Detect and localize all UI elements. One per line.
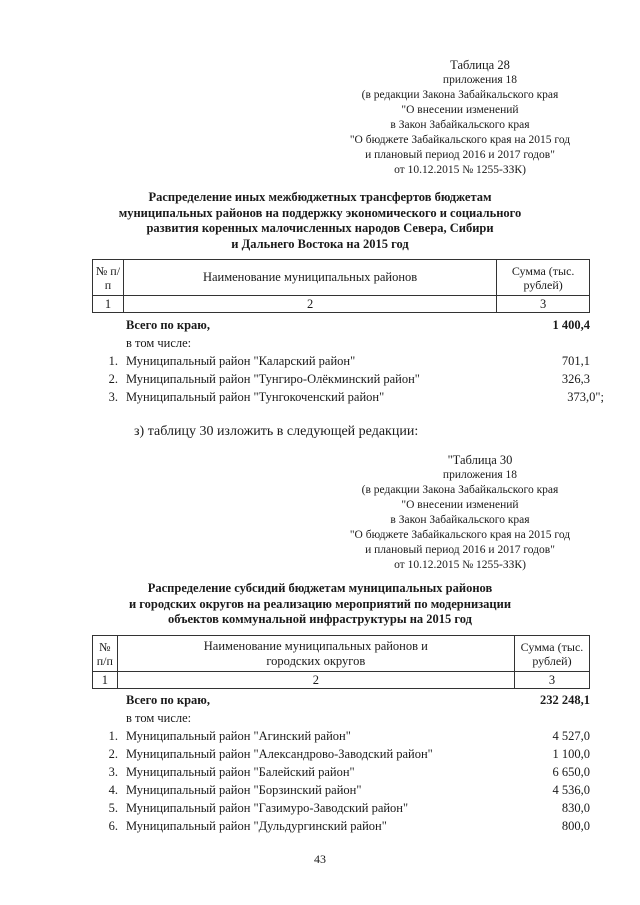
- table-row: [102, 817, 590, 835]
- col-index-2: 2: [123, 296, 496, 313]
- table-row: [102, 727, 590, 745]
- table-row: [102, 763, 590, 781]
- title-line: муниципальных районов на поддержку экономического и социального: [118, 205, 522, 220]
- col-num-header: № п/п: [93, 260, 124, 296]
- col-index-3: 3: [497, 296, 590, 313]
- subhead-label: в том числе:: [126, 711, 192, 725]
- table-30-body: [102, 691, 590, 835]
- table-28-header: [92, 259, 590, 313]
- header-line: (в редакции Закона Забайкальского края: [361, 89, 559, 101]
- table-row: [102, 781, 590, 799]
- row-num: 4.: [108, 783, 118, 797]
- row-value: 373,0";: [567, 390, 604, 404]
- table-row: [102, 799, 590, 817]
- row-num: 3.: [108, 765, 118, 779]
- header-line: от 10.12.2015 № 1255-ЗЗК): [394, 164, 526, 176]
- row-value: 326,3: [561, 372, 590, 386]
- col-index-1: 1: [93, 296, 124, 313]
- row-value: 1 100,0: [552, 747, 590, 761]
- header-line: (в редакции Закона Забайкальского края: [361, 484, 559, 496]
- col-name-header: Наименование муниципальных районов и городских округов: [117, 636, 514, 672]
- col-index-1: 1: [93, 672, 118, 689]
- row-value: 830,0: [561, 801, 590, 815]
- header-line: в Закон Забайкальского края: [390, 514, 530, 526]
- total-value: 232 248,1: [540, 693, 590, 707]
- row-name: Муниципальный район "Балейский район": [126, 765, 355, 779]
- title-line: развития коренных малочисленных народов Севера, Сибири: [146, 221, 494, 235]
- table-row: [102, 352, 590, 370]
- amendment-paragraph: з) таблицу 30 изложить в следующей редакции:: [134, 424, 419, 439]
- subhead-row: [102, 709, 590, 727]
- row-value: 4 536,0: [552, 783, 590, 797]
- col-index-3: 3: [514, 672, 589, 689]
- header-line: в Закон Забайкальского края: [390, 119, 530, 131]
- row-num: 5.: [108, 801, 118, 815]
- appendix-header-table-30: [320, 453, 600, 573]
- total-label: Всего по краю,: [126, 318, 210, 332]
- header-line: "О внесении изменений: [401, 499, 519, 511]
- row-value: 6 650,0: [552, 765, 590, 779]
- col-name-header: Наименование муниципальных районов: [123, 260, 496, 296]
- total-row: [102, 316, 590, 334]
- col-sum-header: Сумма (тыс. рублей): [514, 636, 589, 672]
- col-index-2: 2: [117, 672, 514, 689]
- row-value: 4 527,0: [552, 729, 590, 743]
- row-value: 800,0: [561, 819, 590, 833]
- header-line: и плановый период 2016 и 2017 годов": [365, 544, 555, 556]
- header-line: приложения 18: [442, 469, 518, 481]
- header-line: от 10.12.2015 № 1255-ЗЗК): [394, 559, 526, 571]
- row-name: Муниципальный район "Борзинский район": [126, 783, 362, 797]
- row-name: Муниципальный район "Дульдургинский район": [126, 819, 387, 833]
- total-row: [102, 691, 590, 709]
- row-name: Муниципальный район "Тунгокоченский район": [126, 390, 385, 404]
- row-name: Муниципальный район "Агинский район": [126, 729, 351, 743]
- table-28-body: [102, 316, 604, 406]
- header-line: "О бюджете Забайкальского края на 2015 год: [349, 529, 571, 541]
- total-value: 1 400,4: [552, 318, 590, 332]
- subhead-row: [102, 334, 590, 352]
- row-name: Муниципальный район "Каларский район": [126, 354, 356, 368]
- col-sum-header: Сумма (тыс. рублей): [497, 260, 590, 296]
- row-num: 1.: [108, 354, 118, 368]
- row-num: 1.: [108, 729, 118, 743]
- table-28-title: [80, 190, 560, 252]
- row-num: 3.: [108, 390, 118, 404]
- row-num: 6.: [108, 819, 118, 833]
- row-num: 2.: [108, 747, 118, 761]
- header-line: "О бюджете Забайкальского края на 2015 год: [349, 134, 571, 146]
- table-row: [102, 370, 590, 388]
- header-line: и плановый период 2016 и 2017 годов": [365, 149, 555, 161]
- row-value: 701,1: [561, 354, 590, 368]
- table-row: [102, 745, 590, 763]
- table-30-header: [92, 635, 590, 689]
- row-name: Муниципальный район "Александрово-Заводский район": [126, 747, 433, 761]
- row-num: 2.: [108, 372, 118, 386]
- col-num-header: № п/п: [93, 636, 118, 672]
- table-number: "Таблица 30: [447, 453, 513, 467]
- appendix-header-table-28: [320, 58, 600, 178]
- title-line: и городских округов на реализацию мероприятий по модернизации: [128, 596, 512, 611]
- table-number: Таблица 28: [450, 58, 510, 72]
- table-30-title: [80, 581, 560, 628]
- title-line: и Дальнего Востока на 2015 год: [231, 236, 409, 251]
- header-line: "О внесении изменений: [401, 104, 519, 116]
- page-number: 43: [314, 852, 326, 866]
- title-line: Распределение иных межбюджетных трансфертов бюджетам: [148, 190, 492, 204]
- total-label: Всего по краю,: [126, 693, 210, 707]
- row-name: Муниципальный район "Тунгиро-Олёкминский район": [126, 372, 420, 386]
- subhead-label: в том числе:: [126, 336, 192, 350]
- title-line: объектов коммунальной инфраструктуры на 2015 год: [168, 612, 472, 626]
- row-name: Муниципальный район "Газимуро-Заводский район": [126, 801, 409, 815]
- header-line: приложения 18: [442, 74, 518, 86]
- title-line: Распределение субсидий бюджетам муниципальных районов: [147, 581, 493, 595]
- table-row: [102, 388, 604, 406]
